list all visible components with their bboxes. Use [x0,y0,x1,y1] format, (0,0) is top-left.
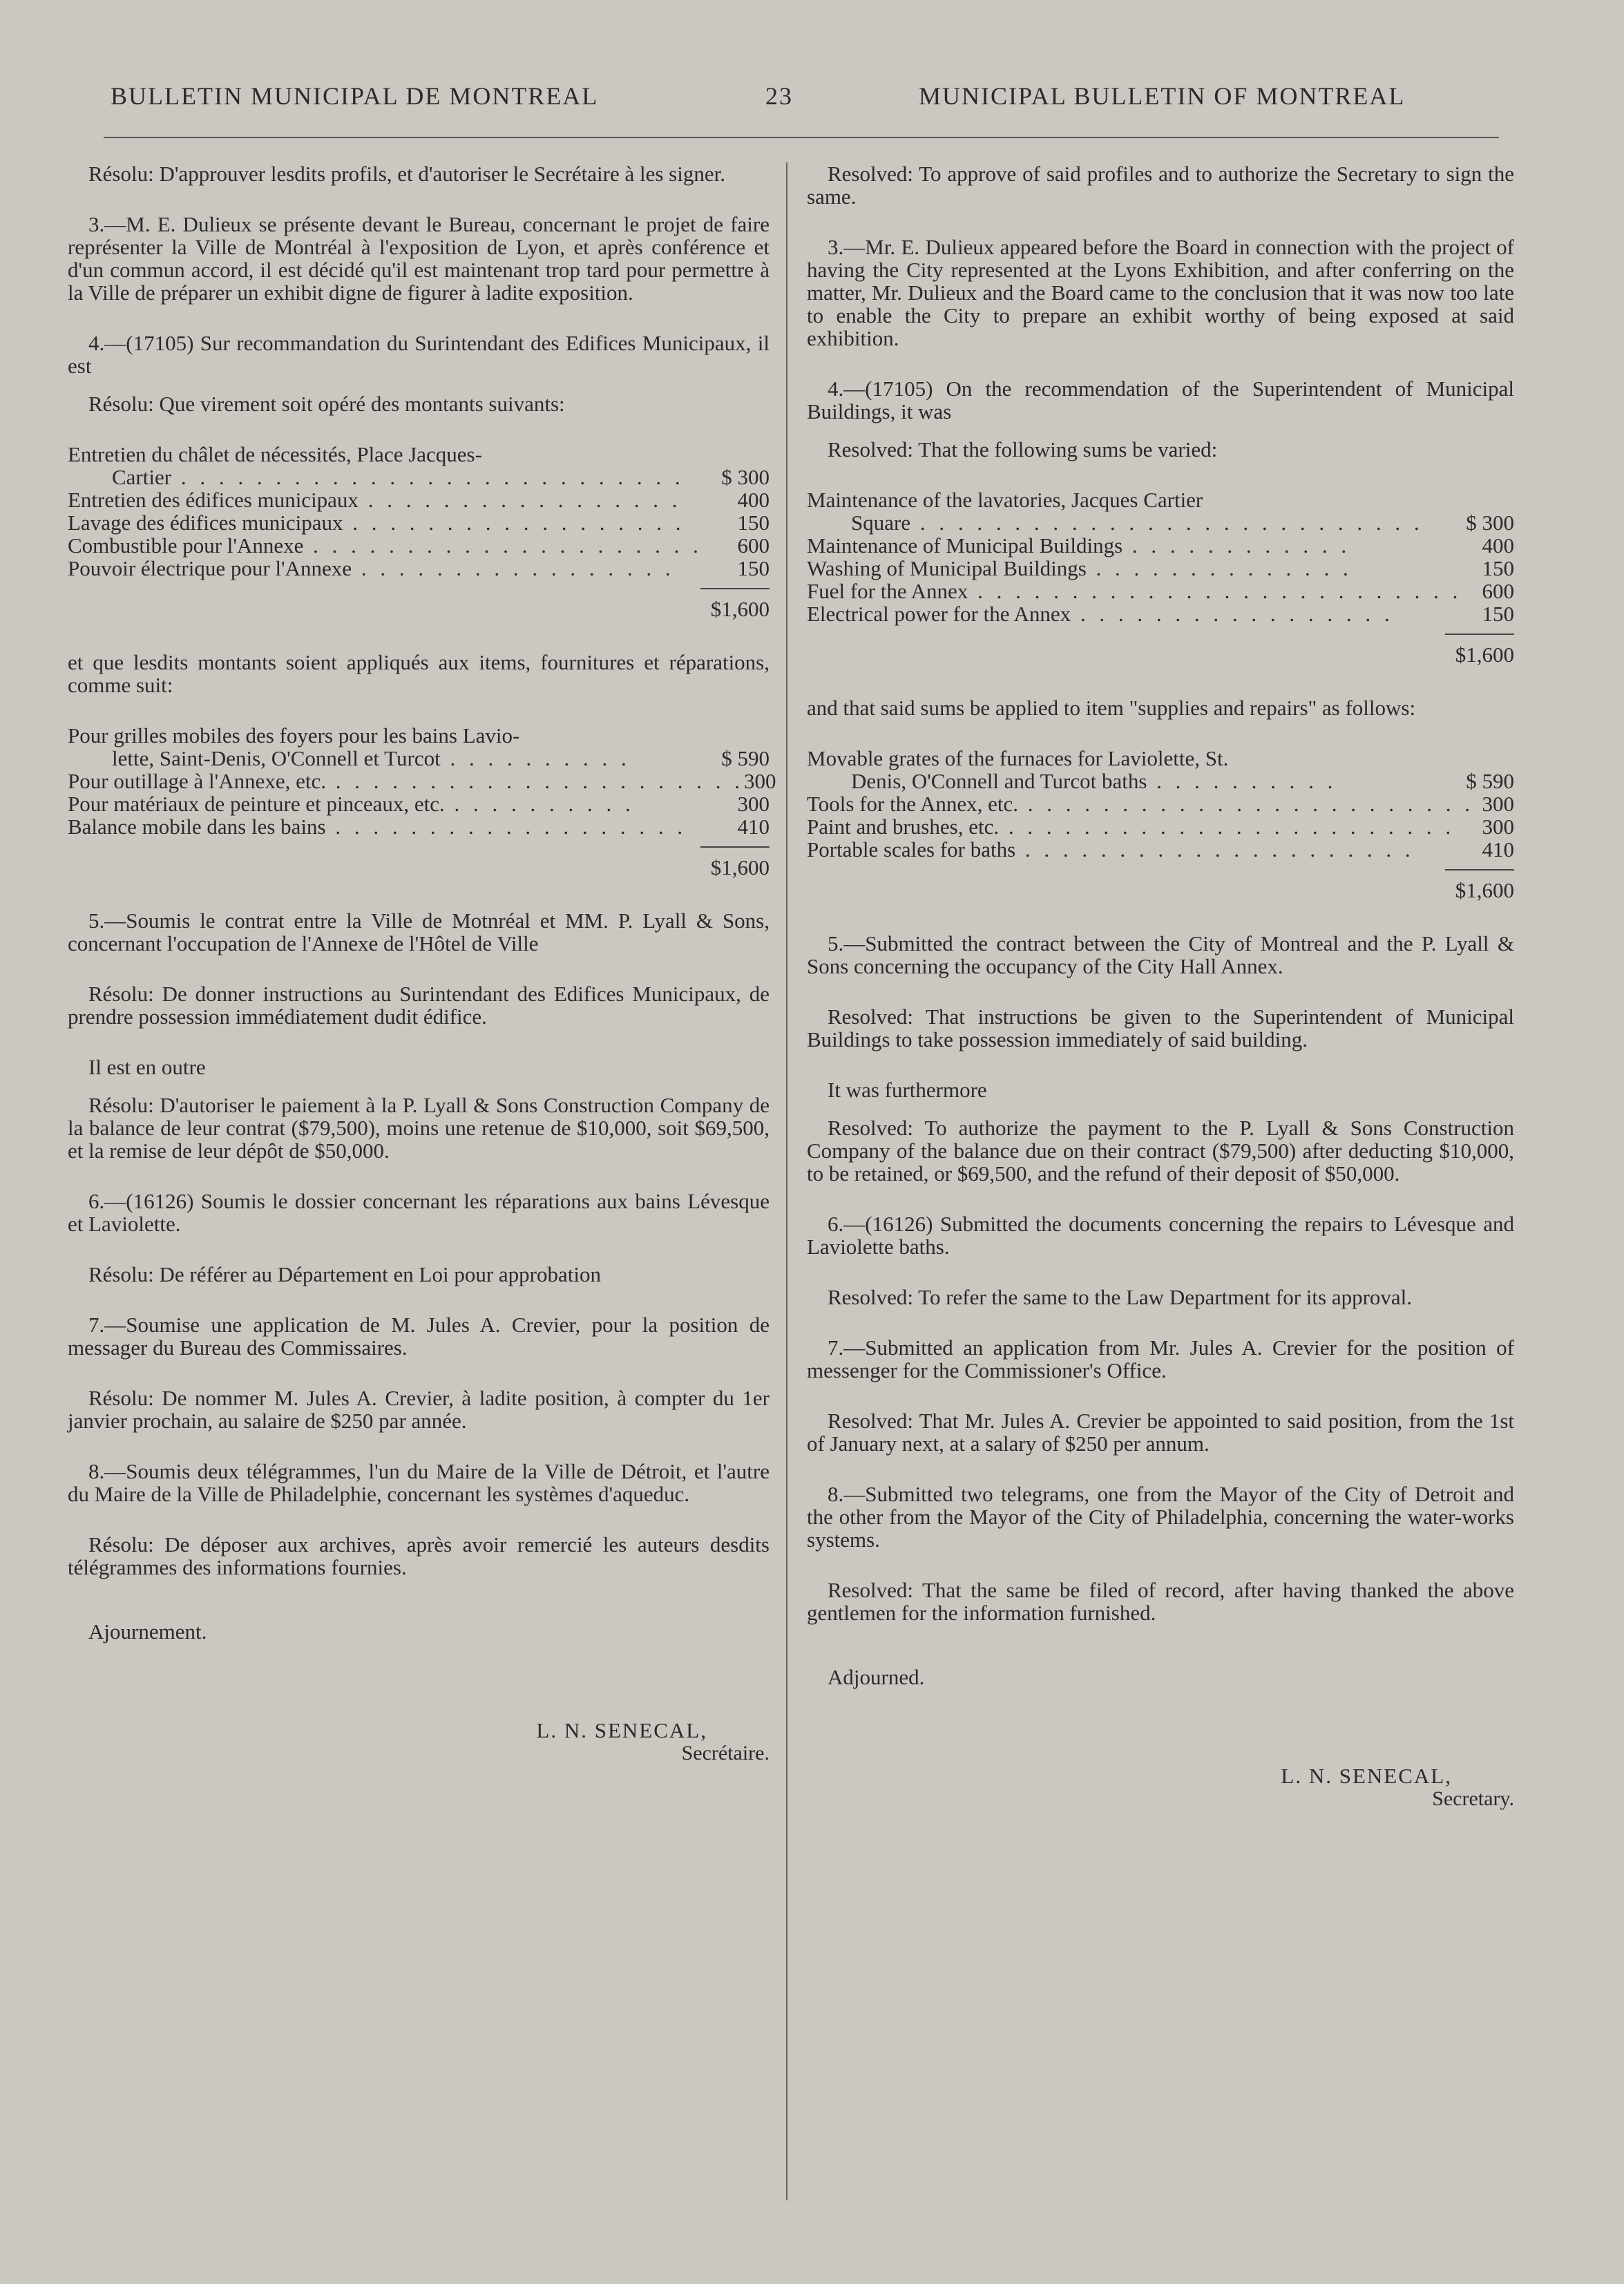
row-value: 300 [744,769,776,793]
row-value: 300 [1482,792,1514,816]
leader-dots: . . . . . . . . . . . . . . . . . . [343,511,685,535]
row-value: $ 300 [1466,511,1514,535]
fr-signature-role: Secrétaire. [681,1742,770,1764]
row-label: Denis, O'Connell and Turcot baths [851,769,1147,793]
row-label: lette, Saint-Denis, O'Connell et Turcot [112,746,441,770]
table-row [68,557,770,580]
row-value: 410 [737,815,770,839]
row-label: Cartier [112,465,172,489]
row-value: 400 [737,488,770,512]
en-item-7: 7.—Submitted an application from Mr. Jules A. Crevier for the position of messenger for the Commissioner's Office. [807,1335,1514,1382]
row-label: Washing of Municipal Buildings [807,556,1087,580]
table-row [68,466,770,488]
row-value: 600 [737,533,770,558]
leader-dots: . . . . . . . . . . . . . . . . . . . . . . . . . . . [171,465,685,489]
french-column [68,162,776,1764]
en-item-4: 4.—(17105) On the recommendation of the Superintendent of Municipal Buildings, it was [807,377,1514,424]
fr-transfer-table [68,443,770,620]
row-label: Combustible pour l'Annexe [68,533,304,558]
row-value: $ 590 [1466,769,1514,793]
leader-dots: . . . . . . . . . . . . . . [1086,556,1353,580]
table-row [807,557,1514,580]
leader-dots: . . . . . . . . . . [440,746,631,770]
fr-signature [68,1719,770,1764]
table-row [68,488,770,511]
table-row [807,534,1514,557]
fr-resolution-telegrams: Résolu: De déposer aux archives, après avoir remercié les auteurs desdits télégrammes des informations fournies. [68,1532,770,1579]
fr-transfer-total: $1,600 [710,597,770,621]
fr-resolution-transfer: Résolu: Que virement soit opéré des montants suivants: [88,392,565,416]
row-label: Entretien des édifices municipaux [68,488,359,512]
en-signature-name: L. N. SENECAL, [1281,1764,1452,1788]
en-transfer-table [807,488,1514,666]
header-english-title: MUNICIPAL BULLETIN OF MONTREAL [919,82,1406,110]
fr-apply-items: et que lesdits montants soient appliqués aux items, fournitures et réparations, comme suit: [68,650,770,697]
fr-adjournment: Ajournement. [88,1619,207,1644]
row-label: Maintenance of the lavatories, Jacques Cartier [807,488,1203,512]
fr-item-4: 4.—(17105) Sur recommandation du Surintendant des Edifices Municipaux, il est [68,331,770,378]
fr-supplies-table [68,723,776,879]
en-item-6: 6.—(16126) Submitted the documents concerning the repairs to Lévesque and Laviolette baths. [807,1212,1514,1259]
leader-dots: . . . . . . . . . . [444,792,635,816]
leader-dots: . . . . . . . . . . . . [1123,533,1351,558]
fr-resolution-law-dept: Résolu: De référer au Département en Loi pour approbation [88,1262,601,1286]
row-value: 150 [737,556,770,580]
en-signature [807,1764,1514,1810]
row-label: Pouvoir électrique pour l'Annexe [68,556,352,580]
row-label: Maintenance of Municipal Buildings [807,533,1123,558]
row-value: 150 [1482,556,1514,580]
column-divider [786,162,787,2200]
leader-dots: . . . . . . . . . . . . . . . . . . . [325,815,687,839]
row-label: Paint and brushes, etc. [807,815,1000,839]
leader-dots: . . . . . . . . . . . . . . . . . . . . . . . . [999,815,1455,839]
row-label: Movable grates of the furnaces for Laviolette, St. [807,746,1229,770]
header-french-title: BULLETIN MUNICIPAL DE MONTREAL [111,82,599,110]
row-value: 150 [1482,602,1514,626]
total-rule [700,588,770,589]
table-row [68,815,770,838]
en-item-3: 3.—Mr. E. Dulieux appeared before the Board in connection with the project of having the City represented at the Lyons Exhibition, and after conferring on the matter, Mr. Dulieux and the Board came to the conclusion that it was now too late to enable the City to prepare an exhibit worthy of being exposed at said exhibition. [807,235,1514,350]
en-resolution-crevier: Resolved: That Mr. Jules A. Crevier be appointed to said position, from the 1st of January next, at a salary of $250 per annum. [807,1409,1514,1456]
row-value: 300 [1482,815,1514,839]
table-row [807,488,1514,511]
row-value: 400 [1482,533,1514,558]
row-label: Pour grilles mobiles des foyers pour les bains Lavio- [68,723,520,748]
row-label: Tools for the Annex, etc. [807,792,1019,816]
fr-resolution-crevier: Résolu: De nommer M. Jules A. Crevier, à ladite position, à compter du 1er janvier prochain, au salaire de $250 par année. [68,1386,770,1433]
en-resolution-possession: Resolved: That instructions be given to the Superintendent of Municipal Buildings to take possession immediately of said building. [807,1005,1514,1051]
fr-item-8: 8.—Soumis deux télégrammes, l'un du Maire de la Ville de Détroit, et l'autre du Maire de la Ville de Philadelphie, concernant les systèmes d'aqueduc. [68,1459,770,1506]
row-label: Pour matériaux de peinture et pinceaux, etc. [68,792,445,816]
english-column [807,162,1514,1810]
leader-dots: . . . . . . . . . . . . . . . . . [1071,602,1394,626]
running-header [0,82,1624,123]
en-signature-role: Secretary. [1432,1787,1514,1810]
table-row [807,770,1514,792]
row-value: 600 [1482,579,1514,603]
fr-furthermore: Il est en outre [88,1055,206,1079]
en-item-5: 5.—Submitted the contract between the City of Montreal and the P. Lyall & Sons concerning the occupancy of the City Hall Annex. [807,931,1514,978]
fr-resolution-possession: Résolu: De donner instructions au Surintendant des Edifices Municipaux, de prendre possession immédiatement dudit édifice. [68,982,770,1029]
table-row [68,511,770,534]
fr-resolution-payment: Résolu: D'autoriser le paiement à la P. Lyall & Sons Construction Company de la balance de leur contrat ($79,500), moins une retenue de $10,000, soit $69,500, et la remise de leur dépôt de $50,000. [68,1093,770,1163]
leader-dots: . . . . . . . . . . . . . . . . . . . . . [303,533,703,558]
fr-item-6: 6.—(16126) Soumis le dossier concernant les réparations aux bains Lévesque et Laviolette. [68,1189,770,1236]
leader-dots: . . . . . . . . . . [1147,769,1337,793]
row-label: Fuel for the Annex [807,579,968,603]
row-label: Portable scales for baths [807,837,1016,862]
en-adjournment: Adjourned. [828,1665,925,1689]
table-row [807,815,1514,838]
fr-item-7: 7.—Soumise une application de M. Jules A. Crevier, pour la position de messager du Bureau des Commissaires. [68,1313,770,1360]
leader-dots: . . . . . . . . . . . . . . . . . [358,488,682,512]
en-supplies-table [807,747,1514,902]
leader-dots: . . . . . . . . . . . . . . . . . . . . . . . . . . [968,579,1462,603]
fr-signature-name: L. N. SENECAL, [536,1718,707,1742]
row-label: Balance mobile dans les bains [68,815,326,839]
header-rule [104,137,1499,138]
fr-item-5: 5.—Soumis le contrat entre la Ville de Motnréal et MM. P. Lyall & Sons, concernant l'occupation de l'Annexe de l'Hôtel de Ville [68,908,770,955]
leader-dots: . . . . . . . . . . . . . . . . . . . . . . . . . . . [910,511,1424,535]
leader-dots: . . . . . . . . . . . . . . . . . . . . . [1015,837,1415,862]
table-row [807,838,1514,861]
en-supplies-total: $1,600 [1455,878,1514,902]
table-row [68,747,770,770]
en-item-8: 8.—Submitted two telegrams, one from the Mayor of the City of Detroit and the other from the Mayor of the City of Philadelphia, concerning the water-works systems. [807,1482,1514,1552]
row-label: Lavage des édifices municipaux [68,511,343,535]
table-row [68,769,776,793]
en-furthermore: It was furthermore [828,1078,987,1102]
table-row [68,443,770,466]
table-row [68,724,770,747]
table-row [807,580,1514,602]
row-value: $ 590 [721,746,770,770]
table-row [68,534,770,557]
row-value: 300 [737,792,770,816]
en-resolution-profiles: Resolved: To approve of said profiles and to authorize the Secretary to sign the same. [807,162,1514,209]
row-value: $ 300 [721,465,770,489]
table-row [807,792,1514,815]
leader-dots: . . . . . . . . . . . . . . . . . . . . . . . . [1018,792,1475,816]
fr-item-3: 3.—M. E. Dulieux se présente devant le Bureau, concernant le projet de faire représenter la Ville de Montréal à l'exposition de Lyon, et après conférence et d'un commun accord, il est décidé qu'il est maintenant trop tard pour permettre à la Ville de préparer un exhibit digne de figurer à ladite exposition. [68,212,770,305]
table-row [807,747,1514,770]
leader-dots: . . . . . . . . . . . . . . . . . [352,556,675,580]
en-resolution-payment: Resolved: To authorize the payment to the P. Lyall & Sons Construction Company of the balance due on their contract ($79,500) after deducting $10,000, to be retained, or $69,500, and the refund of their deposit of $50,000. [807,1116,1514,1186]
table-row [807,511,1514,534]
leader-dots: . . . . . . . . . . . . . . . . . . . . . . [326,769,745,793]
row-label: Electrical power for the Annex [807,602,1071,626]
row-value: 150 [737,511,770,535]
en-resolution-transfer: Resolved: That the following sums be varied: [828,437,1218,461]
en-resolution-telegrams: Resolved: That the same be filed of record, after having thanked the above gentlemen for the information furnished. [807,1578,1514,1625]
row-label: Entretien du châlet de nécessités, Place Jacques- [68,442,482,466]
total-rule [1445,634,1514,635]
total-rule [700,846,770,848]
row-label: Pour outillage à l'Annexe, etc. [68,769,327,793]
fr-supplies-total: $1,600 [710,855,770,879]
fr-resolution-profiles: Résolu: D'approuver lesdits profils, et d'autoriser le Secrétaire à les signer. [88,162,725,186]
table-row [807,602,1514,625]
page-number: 23 [765,82,793,110]
en-resolution-law-dept: Resolved: To refer the same to the Law Department for its approval. [828,1285,1413,1309]
en-apply-items: and that said sums be applied to item "supplies and repairs" as follows: [807,696,1416,720]
table-row [68,792,770,815]
row-value: 410 [1482,837,1514,862]
total-rule [1445,869,1514,870]
row-label: Square [851,511,911,535]
en-transfer-total: $1,600 [1455,643,1514,667]
